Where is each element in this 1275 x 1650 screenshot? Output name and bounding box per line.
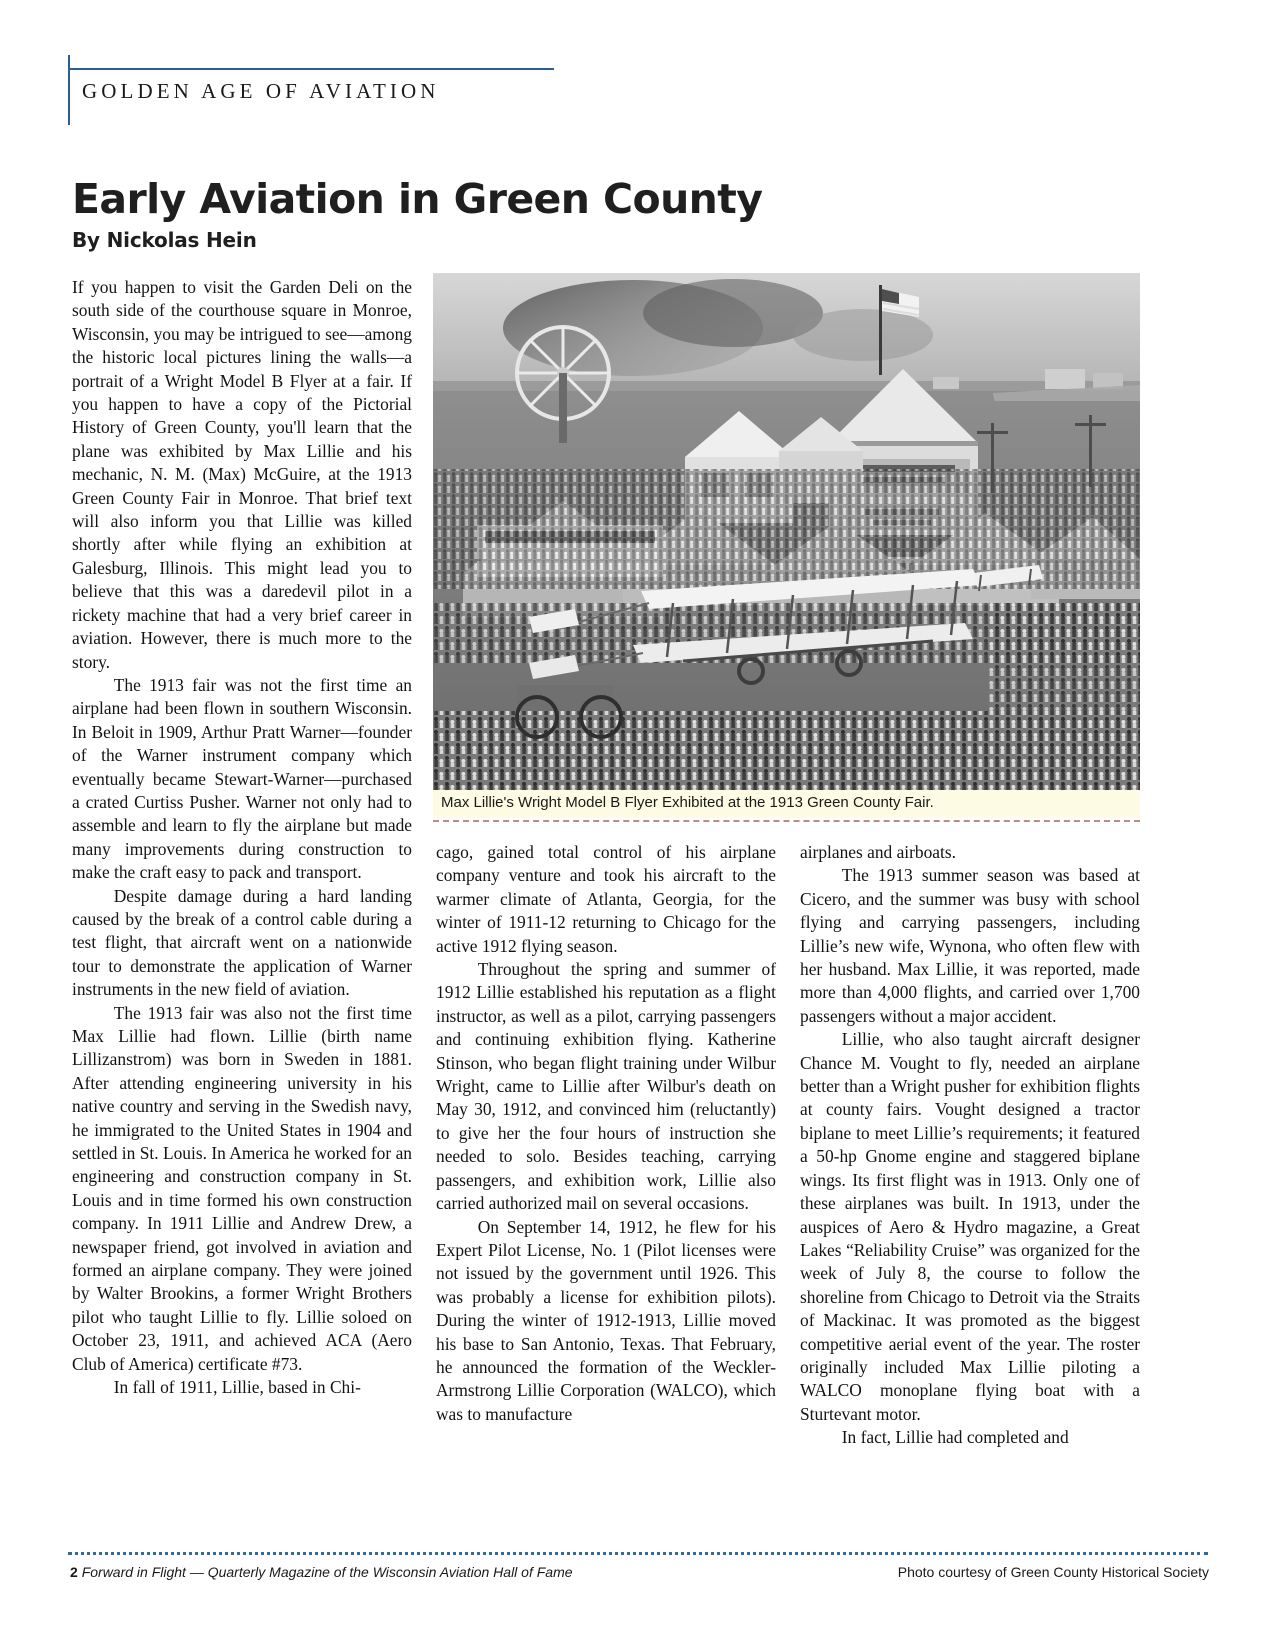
paragraph: If you happen to visit the Garden Deli on the south side of the courthouse square in Monroe, Wisconsin, you may be intrigued to see—among the historic local pictures lining the walls—a portrait of a Wright Model B Flyer at a fair. If you happen to have a copy of the Pictorial History of Green County, you'll learn that the plane was exhibited by Max Lillie and his mechanic, N. M. (Max) McGuire, at the 1913 Green County Fair in Monroe. That brief text will also inform you that Lillie was killed shortly after while flying an exhibition at Galesburg, Illinois. This might lead you to believe that this was a daredevil pilot in a rickety machine that had a very brief career in aviation. However, there is much more to the story.	[72, 277, 412, 672]
page-number: 2	[70, 1564, 78, 1580]
footer-publication-info	[70, 1564, 573, 1580]
body-column-1	[72, 276, 412, 1400]
body-column-2	[436, 841, 776, 1426]
caption-divider	[433, 820, 1140, 822]
kicker-rule-vertical	[68, 55, 70, 125]
paragraph: The 1913 summer season was based at Cicero, and the summer was busy with school flying and carrying passengers, including Lillie’s new wife, Wynona, who often flew with her husband. Max Lillie, it was reported, made more than 4,000 flights, and carried over 1,700 passengers without a major accident.	[800, 865, 1140, 1026]
kicker-label: GOLDEN AGE OF AVIATION	[82, 79, 440, 103]
paragraph: Despite damage during a hard landing caused by the break of a control cable during a test flight, that aircraft went on a nationwide tour to demonstrate the application of Warner instruments in the new field of aviation.	[72, 885, 412, 1000]
article-byline: By Nickolas Hein	[72, 228, 257, 252]
paragraph: Throughout the spring and summer of 1912 Lillie established his reputation as a flight instructor, as well as a pilot, carrying passengers and continuing exhibition flying. Katherine Stinson, who began flight training under Wilbur Wright, came to Lillie after Wilbur's death on May 30, 1912, and convinced him (reluctantly) to give her the four hours of instruction she needed to solo. Besides teaching, carrying passengers, and exhibition work, Lillie also carried authorized mail on several occasions.	[436, 959, 776, 1214]
photo-caption: Max Lillie's Wright Model B Flyer Exhibited at the 1913 Green County Fair.	[441, 794, 934, 811]
paragraph: In fall of 1911, Lillie, based in Chi-	[113, 1377, 361, 1398]
paragraph: Lillie, who also taught aircraft designer Chance M. Vought to fly, needed an airplane better than a Wright pusher for exhibition flights at county fairs. Vought designed a tractor biplane to meet Lillie’s requirements; it featured a 50-hp Gnome engine and staggered biplane wings. Its first flight was in 1913. Only one of these airplanes was built. In 1913, under the auspices of Aero & Hydro magazine, a Great Lakes “Reliability Cruise” was organized for the week of July 8, the course to follow the shoreline from Chicago to Detroit via the Straits of Mackinac. It was promoted as the biggest competitive aerial event of the year. The roster originally included Max Lillie piloting a WALCO monoplane flying boat with a Sturtevant motor.	[800, 1029, 1140, 1424]
paragraph: The 1913 fair was also not the first time Max Lillie had flown. Lillie (birth name Lillizanstrom) was born in Sweden in 1881. After attending engineering university in his native country and serving in the Swedish navy, he immigrated to the United States in 1904 and settled in St. Louis. In America he worked for an engineering and construction company in St. Louis and in time formed his own construction company. In 1911 Lillie and Andrew Drew, a newspaper friend, got involved in aviation and formed an airplane company. They were joined by Walter Brookins, a former Wright Brothers pilot who taught Lillie to fly. Lillie soloed on October 23, 1911, and achieved ACA (Aero Club of America) certificate #73.	[72, 1002, 412, 1374]
page-title: Early Aviation in Green County	[72, 175, 763, 223]
kicker-rule-horizontal	[68, 68, 554, 70]
paragraph: On September 14, 1912, he flew for his Expert Pilot License, No. 1 (Pilot licenses were not issued by the government until 1926. This was probably a license for exhibition pilots). During the winter of 1912-1913, Lillie moved his base to San Antonio, Texas. That February, he announced the formation of the Weckler-Armstrong Lillie Corporation (WALCO), which was to manufacture	[436, 1216, 776, 1424]
paragraph: cago, gained total control of his airplane company venture and took his aircraft to the warmer climate of Atlanta, Georgia, for the winter of 1911-12 returning to Chicago for the active 1912 flying season.	[436, 842, 776, 956]
photo-credit: Photo courtesy of Green County Historical Society	[897, 1564, 1209, 1580]
article-photo-block	[433, 273, 1140, 825]
footer-divider	[68, 1552, 1208, 1555]
paragraph: The 1913 fair was not the first time an airplane had been flown in southern Wisconsin. In Beloit in 1909, Arthur Pratt Warner—founder of the Warner instrument company which eventually became Stewart-Warner—purchased a crated Curtiss Pusher. Warner not only had to assemble and learn to fly the airplane but made many improvements during construction to make the craft easy to pack and transport.	[72, 674, 412, 883]
paragraph: airplanes and airboats.	[800, 842, 956, 862]
historic-fairground-photo	[433, 273, 1140, 790]
photo-caption-band	[433, 790, 1140, 818]
publication-name: Forward in Flight — Quarterly Magazine of the Wisconsin Aviation Hall of Fame	[81, 1564, 573, 1580]
body-column-3	[800, 841, 1140, 1450]
section-kicker	[68, 55, 558, 125]
paragraph: In fact, Lillie had completed and	[841, 1427, 1069, 1448]
